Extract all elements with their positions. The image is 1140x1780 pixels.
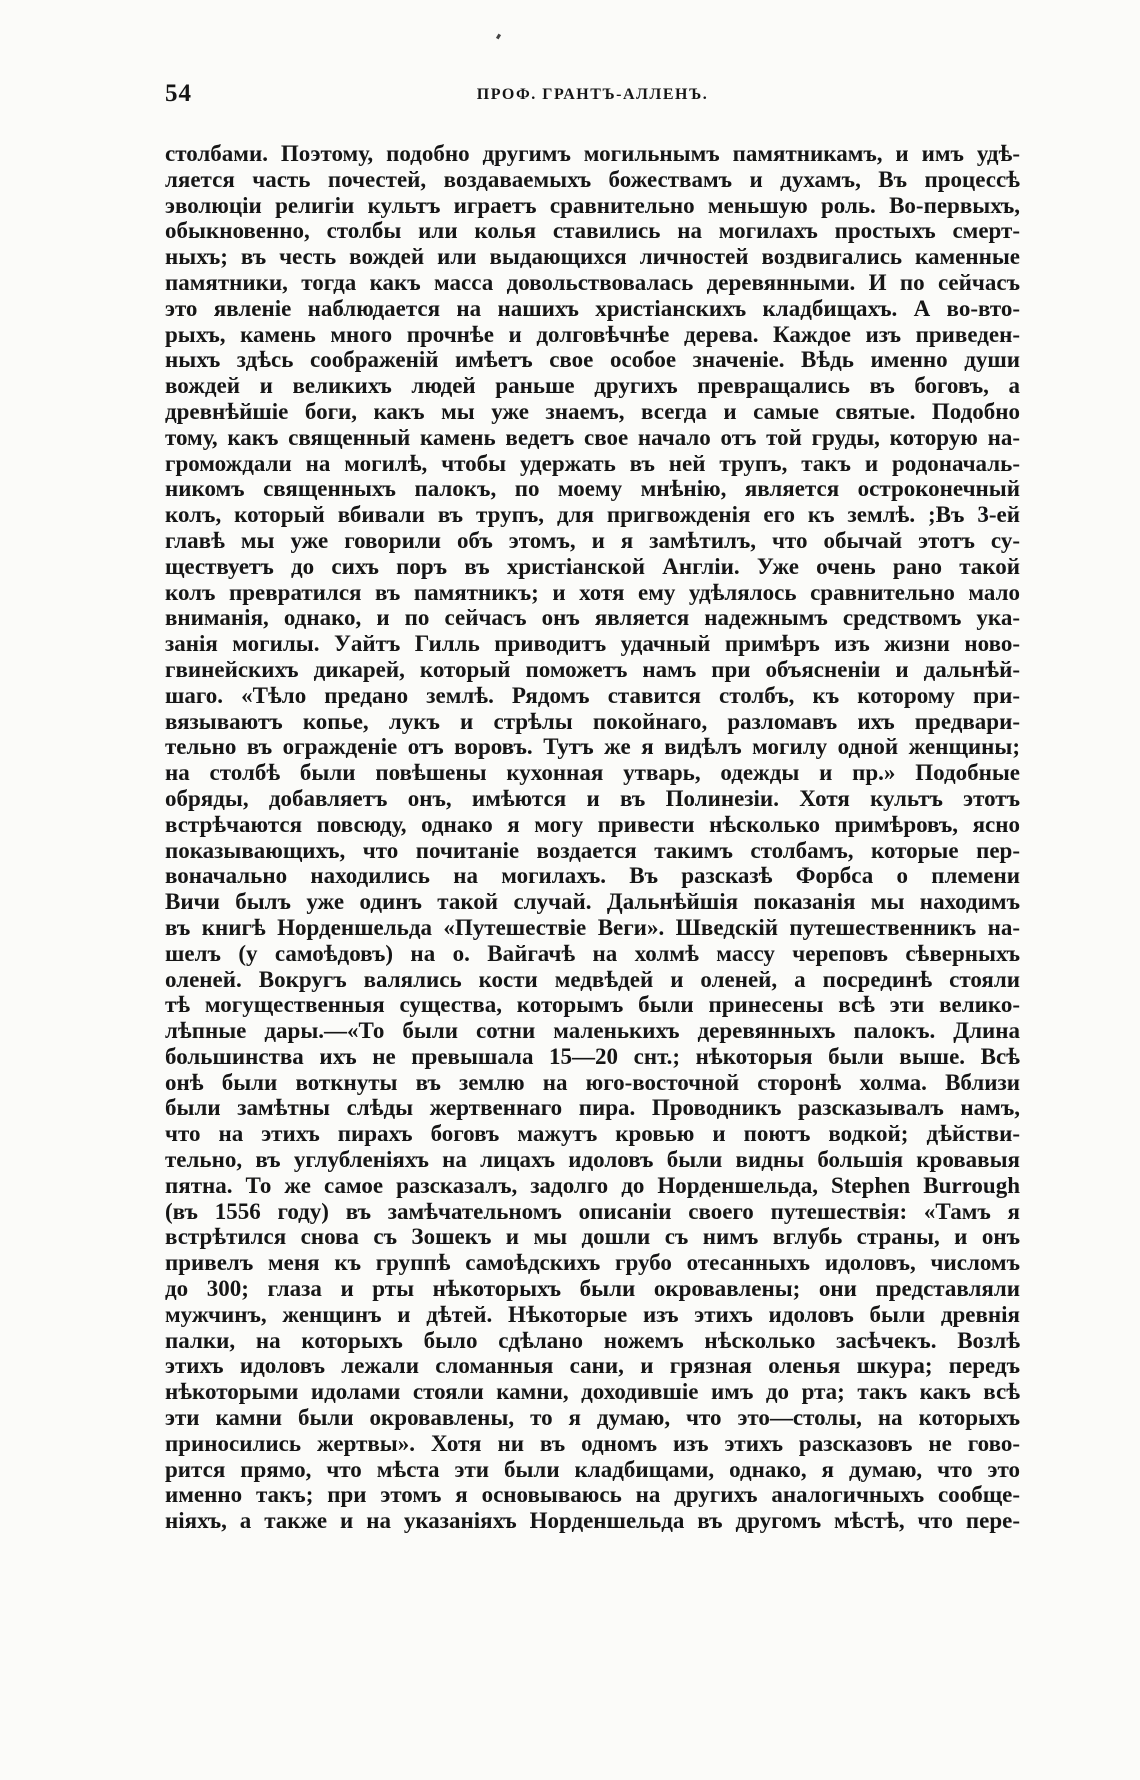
- text-line: встрѣчаются повсюду, однако я могу привести нѣсколько примѣровъ, ясно: [165, 811, 1020, 837]
- text-line: это явленіе наблюдается на нашихъ христіанскихъ кладбищахъ. А во-вто-: [165, 295, 1020, 321]
- text-line: (въ 1556 году) въ замѣчательномъ описаніи своего путешествія: «Тамъ я: [165, 1198, 1020, 1224]
- text-line: тельно въ огражденіе отъ воровъ. Тутъ же я видѣлъ могилу одной женщины;: [165, 734, 1020, 760]
- text-line: ніяхъ, а также и на указаніяхъ Норденшельда въ другомъ мѣстѣ, что пере-: [165, 1508, 1020, 1534]
- text-line: ныхъ; въ честь вождей или выдающихся личностей воздвигались каменные: [165, 244, 1020, 270]
- page-header: [165, 80, 1020, 120]
- ink-speck: [496, 34, 501, 40]
- text-line: что на этихъ пирахъ боговъ мажутъ кровью и поютъ водкой; дѣйстви-: [165, 1121, 1020, 1147]
- text-line: до 300; глаза и рты нѣкоторыхъ были окровавлены; они представляли: [165, 1276, 1020, 1302]
- text-line: оленей. Вокругъ валялись кости медвѣдей и оленей, а посрединѣ стояли: [165, 966, 1020, 992]
- text-line: показывающихъ, что почитаніе воздается такимъ столбамъ, которые пер-: [165, 837, 1020, 863]
- body-text: [165, 141, 1020, 1534]
- text-line: этихъ идоловъ лежали сломанныя сани, и грязная оленья шкура; передъ: [165, 1353, 1020, 1379]
- text-line: эволюціи религіи культъ играетъ сравнительно меньшую роль. Во-первыхъ,: [165, 192, 1020, 218]
- text-line: тому, какъ священный камень ведетъ свое начало отъ той груды, которую на-: [165, 424, 1020, 450]
- text-line: вождей и великихъ людей раньше другихъ превращались въ боговъ, а: [165, 373, 1020, 399]
- text-line: ныхъ здѣсь соображеній имѣетъ свое особое значеніе. Вѣдь именно души: [165, 347, 1020, 373]
- text-line: столбами. Поэтому, подобно другимъ могильнымъ памятникамъ, и имъ удѣ-: [165, 141, 1020, 166]
- text-line: древнѣйшіе боги, какъ мы уже знаемъ, всегда и самые святые. Подобно: [165, 398, 1020, 424]
- text-line: шелъ (у самоѣдовъ) на о. Вайгачѣ на холмѣ массу череповъ сѣверныхъ: [165, 940, 1020, 966]
- text-line: главѣ мы уже говорили объ этомъ, и я замѣтилъ, что обычай этотъ су-: [165, 527, 1020, 553]
- text-line: памятники, тогда какъ масса довольствовалась деревянными. И по сейчасъ: [165, 269, 1020, 295]
- text-line: приносились жертвы». Хотя ни въ одномъ изъ этихъ разсказовъ не гово-: [165, 1430, 1020, 1456]
- text-line: громождали на могилѣ, чтобы удержать въ ней трупъ, такъ и родоначаль-: [165, 450, 1020, 476]
- text-line: обыкновенно, столбы или колья ставились на могилахъ простыхъ смерт-: [165, 218, 1020, 244]
- text-line: обряды, добавляетъ онъ, имѣются и въ Полинезіи. Хотя культъ этотъ: [165, 785, 1020, 811]
- text-line: шаго. «Тѣло предано землѣ. Рядомъ ставится столбъ, къ которому при-: [165, 682, 1020, 708]
- text-line: занія могилы. Уайтъ Гилль приводитъ удачный примѣръ изъ жизни ново-: [165, 631, 1020, 657]
- text-line: колъ, который вбивали въ трупъ, для пригвожденія его къ землѣ. ;Въ 3-ей: [165, 502, 1020, 528]
- text-line: палки, на которыхъ было сдѣлано ножемъ нѣсколько засѣчекъ. Возлѣ: [165, 1327, 1020, 1353]
- text-line: именно такъ; при этомъ я основываюсь на другихъ аналогичныхъ сообще-: [165, 1482, 1020, 1508]
- text-line: ществуетъ до сихъ поръ въ христіанской Англіи. Уже очень рано такой: [165, 553, 1020, 579]
- text-line: колъ превратился въ памятникъ; и хотя ему удѣлялось сравнительно мало: [165, 579, 1020, 605]
- text-line: Вичи былъ уже одинъ такой случай. Дальнѣйшія показанія мы находимъ: [165, 889, 1020, 915]
- text-line: были замѣтны слѣды жертвеннаго пира. Проводникъ разсказывалъ намъ,: [165, 1095, 1020, 1121]
- text-line: рится прямо, что мѣста эти были кладбищами, однако, я думаю, что это: [165, 1456, 1020, 1482]
- text-line: тѣ могущественныя существа, которымъ были принесены всѣ эти велико-: [165, 992, 1020, 1018]
- text-line: большинства ихъ не превышала 15—20 снт.; нѣкоторыя были выше. Всѣ: [165, 1043, 1020, 1069]
- text-line: тельно, въ углубленіяхъ на лицахъ идоловъ были видны большія кровавыя: [165, 1147, 1020, 1173]
- text-line: мужчинъ, женщинъ и дѣтей. Нѣкоторые изъ этихъ идоловъ были древнія: [165, 1301, 1020, 1327]
- text-line: гвинейскихъ дикарей, который поможетъ намъ при объясненіи и дальнѣй-: [165, 656, 1020, 682]
- text-line: встрѣтился снова съ Зошекъ и мы дошли съ нимъ вглубь страны, и онъ: [165, 1224, 1020, 1250]
- page-number: 54: [165, 80, 192, 107]
- text-line: онѣ были воткнуты въ землю на юго-восточной сторонѣ холма. Вблизи: [165, 1069, 1020, 1095]
- text-line: привелъ меня къ группѣ самоѣдскихъ грубо отесанныхъ идоловъ, числомъ: [165, 1250, 1020, 1276]
- text-line: эти камни были окровавлены, то я думаю, что это—столы, на которыхъ: [165, 1405, 1020, 1431]
- text-line: на столбѣ были повѣшены кухонная утварь, одежды и пр.» Подобные: [165, 760, 1020, 786]
- text-line: лѣпные дары.—«То были сотни маленькихъ деревянныхъ палокъ. Длина: [165, 1018, 1020, 1044]
- text-line: ляется часть почестей, воздаваемыхъ божествамъ и духамъ, Въ процессѣ: [165, 166, 1020, 192]
- text-line: никомъ священныхъ палокъ, по моему мнѣнію, является остроконечный: [165, 476, 1020, 502]
- text-line: рыхъ, камень много прочнѣе и долговѣчнѣе дерева. Каждое изъ приведен-: [165, 321, 1020, 347]
- text-line: нѣкоторыми идолами стояли камни, доходившіе имъ до рта; такъ какъ всѣ: [165, 1379, 1020, 1405]
- text-line: вниманія, однако, и по сейчасъ онъ является надежнымъ средствомъ ука-: [165, 605, 1020, 631]
- text-line: воначально находились на могилахъ. Въ разсказѣ Форбса о племени: [165, 863, 1020, 889]
- running-title: ПРОФ. ГРАНТЪ-АЛЛЕНЪ.: [476, 86, 709, 103]
- text-line: вязываютъ копье, лукъ и стрѣлы покойнаго, разломавъ ихъ предвари-: [165, 708, 1020, 734]
- text-line: пятна. То же самое разсказалъ, задолго до Норденшельда, Stephen Burrough: [165, 1172, 1020, 1198]
- text-line: въ книгѣ Норденшельда «Путешествіе Веги». Шведскій путешественникъ на-: [165, 914, 1020, 940]
